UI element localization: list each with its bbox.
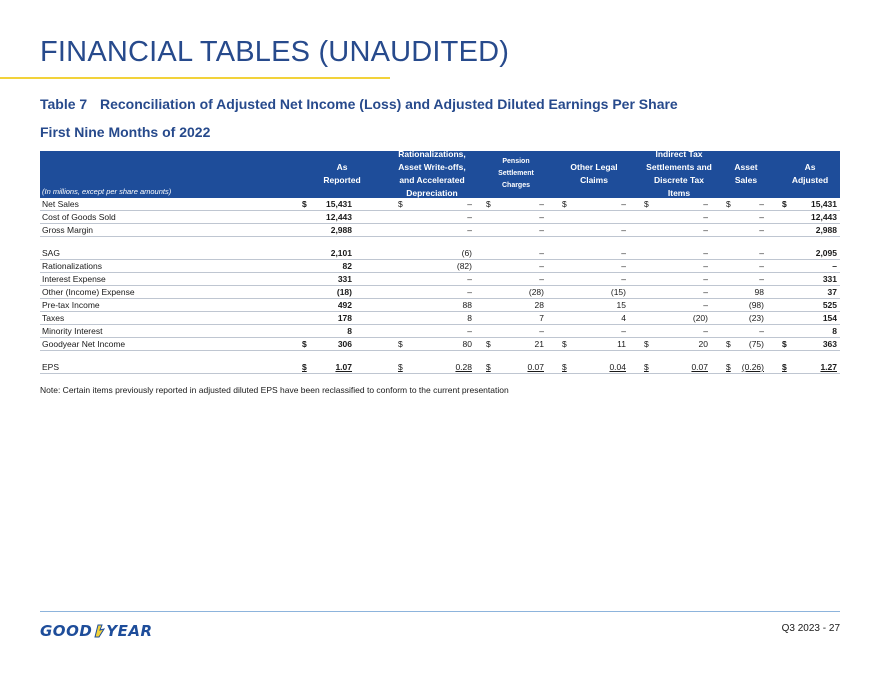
table-cell: 331 xyxy=(337,274,352,284)
table-cell: 37 xyxy=(827,287,837,297)
table-cell: – xyxy=(621,326,626,336)
table-cell: – xyxy=(539,199,544,209)
table-row xyxy=(40,247,840,260)
currency-symbol: $ xyxy=(302,199,307,209)
currency-symbol: $ xyxy=(562,362,567,372)
table-cell: 7 xyxy=(539,313,544,323)
col-header-pension: Pension Settlement Charges xyxy=(498,158,534,189)
col-header-indirect-tax: Indirect Tax Settlements and Discrete Tax Items xyxy=(646,149,712,198)
col-header-rationalizations: Rationalizations, Asset Write-offs, and Accelerated Depreciation xyxy=(398,149,466,198)
currency-symbol: $ xyxy=(486,362,491,372)
table-cell: – xyxy=(539,261,544,271)
table-row xyxy=(40,325,840,338)
table-row xyxy=(40,211,840,224)
table-row xyxy=(40,361,840,374)
table-cell: – xyxy=(832,261,837,271)
table-cell: – xyxy=(539,274,544,284)
table-cell: 8 xyxy=(467,313,472,323)
row-label: Taxes xyxy=(42,313,65,323)
currency-symbol: $ xyxy=(644,199,649,209)
table-row xyxy=(40,338,840,351)
currency-symbol: $ xyxy=(398,362,403,372)
table-cell: 0.07 xyxy=(691,362,708,372)
row-label: Other (Income) Expense xyxy=(42,287,135,297)
table-cell: (23) xyxy=(748,313,764,323)
table-cell: – xyxy=(759,199,764,209)
table-cell: 21 xyxy=(534,339,544,349)
row-spacer xyxy=(40,237,840,247)
table-body xyxy=(40,198,840,374)
table-cell: 306 xyxy=(337,339,352,349)
table-cell: (75) xyxy=(748,339,764,349)
page-number: Q3 2023 - 27 xyxy=(781,623,840,634)
table-cell: 11 xyxy=(617,339,626,349)
table-cell: – xyxy=(759,212,764,222)
table-cell: – xyxy=(703,274,708,284)
table-row xyxy=(40,260,840,273)
table-cell: 15,431 xyxy=(326,199,352,209)
table-cell: 15 xyxy=(616,300,626,310)
table-cell: – xyxy=(703,212,708,222)
currency-symbol: $ xyxy=(726,339,731,349)
table-cell: – xyxy=(467,274,472,284)
row-label: Pre-tax Income xyxy=(42,300,100,310)
table-cell: 1.07 xyxy=(335,362,352,372)
table-cell: 331 xyxy=(822,274,837,284)
table-cell: – xyxy=(621,248,626,258)
currency-symbol: $ xyxy=(486,199,491,209)
currency-symbol: $ xyxy=(726,199,731,209)
currency-symbol: $ xyxy=(398,339,403,349)
table-cell: – xyxy=(621,225,626,235)
table-cell: – xyxy=(703,287,708,297)
table-cell: 154 xyxy=(822,313,837,323)
table-cell: 363 xyxy=(822,339,837,349)
table-cell: – xyxy=(759,248,764,258)
table-cell: 8 xyxy=(347,326,352,336)
table-cell: – xyxy=(539,212,544,222)
table-cell: – xyxy=(621,274,626,284)
currency-symbol: $ xyxy=(562,199,567,209)
currency-symbol: $ xyxy=(726,362,731,372)
table-title: Reconciliation of Adjusted Net Income (Loss) and Adjusted Diluted Earnings Per Share xyxy=(100,96,678,112)
table-cell: – xyxy=(759,261,764,271)
table-cell: (6) xyxy=(461,248,472,258)
table-cell: 0.28 xyxy=(455,362,472,372)
units-note: (In millions, except per share amounts) xyxy=(42,187,172,196)
row-label: Gross Margin xyxy=(42,225,94,235)
currency-symbol: $ xyxy=(782,199,787,209)
wingfoot-icon xyxy=(93,624,105,638)
table-cell: – xyxy=(467,225,472,235)
table-cell: 2,101 xyxy=(330,248,352,258)
table-row xyxy=(40,299,840,312)
table-cell: 4 xyxy=(621,313,626,323)
table-cell: – xyxy=(539,248,544,258)
currency-symbol: $ xyxy=(562,339,567,349)
table-cell: 0.04 xyxy=(609,362,626,372)
row-label: Minority Interest xyxy=(42,326,103,336)
table-cell: – xyxy=(467,326,472,336)
table-cell: 80 xyxy=(462,339,472,349)
table-row xyxy=(40,224,840,237)
table-cell: 88 xyxy=(462,300,472,310)
table-cell: – xyxy=(621,261,626,271)
table-cell: (28) xyxy=(528,287,544,297)
table-cell: – xyxy=(759,326,764,336)
footer-rule xyxy=(40,611,840,612)
col-header-asset-sales: Asset Sales xyxy=(734,162,758,185)
table-row xyxy=(40,312,840,325)
currency-symbol: $ xyxy=(302,362,307,372)
table-cell: – xyxy=(539,225,544,235)
table-cell: – xyxy=(703,248,708,258)
currency-symbol: $ xyxy=(782,339,787,349)
currency-symbol: $ xyxy=(302,339,307,349)
table-cell: – xyxy=(759,225,764,235)
table-cell: 2,988 xyxy=(815,225,837,235)
col-header-as-reported: As Reported xyxy=(323,162,361,185)
table-cell: 82 xyxy=(342,261,352,271)
currency-symbol: $ xyxy=(644,339,649,349)
table-cell: 8 xyxy=(832,326,837,336)
table-cell: 178 xyxy=(337,313,352,323)
table-cell: – xyxy=(759,274,764,284)
row-spacer xyxy=(40,351,840,361)
table-cell: (98) xyxy=(748,300,764,310)
table-row xyxy=(40,198,840,211)
table-cell: 28 xyxy=(534,300,544,310)
table-cell: – xyxy=(703,300,708,310)
currency-symbol: $ xyxy=(782,362,787,372)
row-label: Cost of Goods Sold xyxy=(42,212,116,222)
row-label: Rationalizations xyxy=(42,261,103,271)
table-cell: 15,431 xyxy=(811,199,837,209)
row-label: Goodyear Net Income xyxy=(42,339,126,349)
col-header-as-adjusted: As Adjusted xyxy=(791,162,829,185)
period-subtitle: First Nine Months of 2022 xyxy=(40,124,211,140)
table-row xyxy=(40,286,840,299)
table-cell: 2,988 xyxy=(330,225,352,235)
currency-symbol: $ xyxy=(644,362,649,372)
table-cell: (20) xyxy=(692,313,708,323)
table-row xyxy=(40,273,840,286)
title-underline xyxy=(0,77,390,79)
table-heading xyxy=(40,96,678,112)
table-cell: 12,443 xyxy=(811,212,837,222)
row-label: SAG xyxy=(42,248,60,258)
currency-symbol: $ xyxy=(398,199,403,209)
table-cell: 1.27 xyxy=(820,362,837,372)
table-cell: 2,095 xyxy=(815,248,837,258)
footnote: Note: Certain items previously reported in adjusted diluted EPS have been reclassified to conform to the current presentation xyxy=(40,385,509,395)
table-cell: – xyxy=(467,212,472,222)
table-cell: 12,443 xyxy=(326,212,352,222)
table-cell: 20 xyxy=(698,339,708,349)
table-cell: (15) xyxy=(610,287,626,297)
table-cell: 492 xyxy=(337,300,352,310)
table-cell: – xyxy=(703,199,708,209)
table-cell: – xyxy=(621,199,626,209)
row-label: Interest Expense xyxy=(42,274,106,284)
table-cell: – xyxy=(467,287,472,297)
page-title: FINANCIAL TABLES (UNAUDITED) xyxy=(40,36,510,68)
row-label: Net Sales xyxy=(42,199,79,209)
reconciliation-table xyxy=(40,151,840,374)
table-header xyxy=(40,151,840,198)
table-cell: 98 xyxy=(754,287,764,297)
table-cell: – xyxy=(467,199,472,209)
table-cell: (0.26) xyxy=(741,362,764,372)
table-cell: (18) xyxy=(336,287,352,297)
table-cell: 0.07 xyxy=(527,362,544,372)
table-cell: (82) xyxy=(456,261,472,271)
table-cell: 525 xyxy=(822,300,837,310)
currency-symbol: $ xyxy=(486,339,491,349)
table-cell: – xyxy=(703,225,708,235)
table-cell: – xyxy=(539,326,544,336)
table-cell: – xyxy=(703,326,708,336)
goodyear-logo: GOOD YEAR xyxy=(40,622,153,640)
col-header-legal: Other Legal Claims xyxy=(570,162,618,185)
row-label: EPS xyxy=(42,362,60,372)
table-number: Table 7 xyxy=(40,96,88,112)
table-cell: – xyxy=(703,261,708,271)
